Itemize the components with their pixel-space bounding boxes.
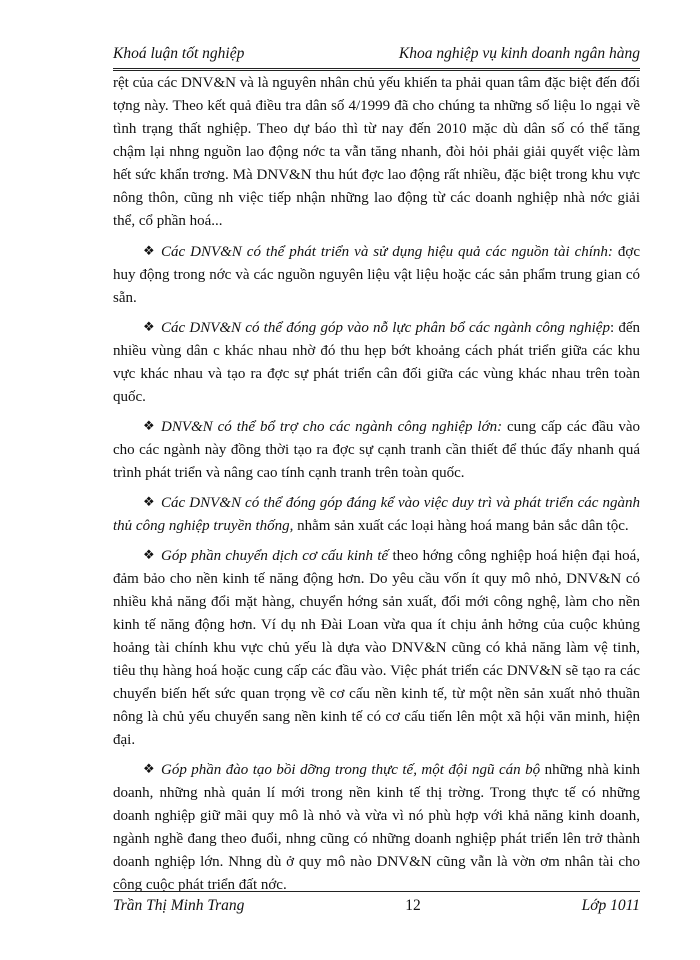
bullet-paragraph-finance xyxy=(113,239,640,310)
body-text xyxy=(113,72,640,902)
bullet-lead: Các DNV&N có thể đóng góp vào nỗ lực phân bổ các ngành công nghiệp xyxy=(161,320,610,336)
bullet-lead: Các DNV&N có thể phát triển và sử dụng hiệu quả các nguồn tài chính: xyxy=(161,244,613,260)
header-thesis-title: Khoá luận tốt nghiệp xyxy=(113,45,245,62)
header-faculty-name: Khoa nghiệp vụ kinh doanh ngân hàng xyxy=(398,45,640,62)
bullet-text: : đến nhiều vùng dân c khác nhau nhờ đó thu hẹp bớt khoảng cách phát triển giữa các khu vực khác nhau và tạo ra đợc sự phát triển cân đối giữa các vùng khác nhau trên toàn quốc. xyxy=(113,320,641,405)
bullet-lead: Góp phần đào tạo bồi dỡng trong thực tế, một đội ngũ cán bộ xyxy=(161,762,541,778)
paragraph-intro: rệt của các DNV&N và là nguyên nhân chủ yếu khiến ta phải quan tâm đặc biệt đến đối tợng này. Theo kết quả điều tra dân số 4/1999 đã cho chúng ta những số liệu lo ngại về tình trạng thất nghiệp. Theo dự báo thì từ nay đến 2010 mặc dù dân số có thể tăng chậm lại nhng nguồn lao động nớc ta vẫn tăng nhanh, đòi hỏi phải giải quyết việc làm hết sức khẩn trơng. Mà DNV&N thu hút đợc lao động rất nhiều, đặc biệt trong khu vực nông thôn, cũng nh việc tiếp nhận những lao động từ các doanh nghiệp nhà nớc giải thể, cổ phần hoá... xyxy=(113,75,640,229)
bullet-paragraph-industry-distribution xyxy=(113,315,640,409)
page-number: 12 xyxy=(405,897,421,914)
header-divider xyxy=(113,68,640,71)
diamond-cluster-icon: ❖ xyxy=(143,243,155,258)
bullet-lead: DNV&N có thể bổ trợ cho các ngành công nghiệp lớn: xyxy=(161,419,503,435)
bullet-text: theo hớng công nghiệp hoá hiện đại hoá, đảm bảo cho nền kinh tế năng động hơn. Do yêu cầu vốn ít quy mô nhỏ, DNV&N có nhiều khả năng đổi mặt hàng, chuyển hớng sản xuất, đổi mới công nghệ, làm cho nền kinh tế năng động hơn. Ví dụ nh Đài Loan vừa qua ít chịu ảnh hởng của cuộc khủng hoảng tài chính khu vực chủ yếu là dựa vào DNV&N cũng có khả năng làm vệ tinh, tiêu thụ hàng hoá hoặc cung cấp các đầu vào. Việc phát triển các DNV&N sẽ tạo ra các chuyển biến hết sức quan trọng về cơ cấu nền kinh tế, từ một nền sản xuất nhỏ thuần nông là chủ yếu chuyển sang nền kinh tế có cơ cấu tiến lên một xã hội văn minh, hiện đại. xyxy=(113,548,640,748)
bullet-lead: Góp phần chuyển dịch cơ cấu kinh tế xyxy=(161,548,389,564)
diamond-cluster-icon: ❖ xyxy=(143,761,155,776)
bullet-text: cung cấp các đầu vào cho các ngành này đồng thời tạo ra đợc sự cạnh tranh cần thiết để thúc đẩy nhanh quá trình phát triển và nâng cao tính cạnh tranh trên toàn quốc. xyxy=(113,419,641,481)
bullet-paragraph-economic-restructuring xyxy=(113,543,640,752)
footer-divider xyxy=(113,891,640,892)
bullet-paragraph-training xyxy=(113,757,640,897)
page-header xyxy=(113,44,640,64)
diamond-cluster-icon: ❖ xyxy=(143,547,155,562)
diamond-cluster-icon: ❖ xyxy=(143,319,155,334)
footer-author: Trần Thị Minh Trang xyxy=(113,897,245,914)
footer-class: Lớp 1011 xyxy=(581,897,640,914)
bullet-paragraph-traditional-crafts xyxy=(113,490,640,538)
bullet-text: những nhà kinh doanh, những nhà quản lí mới trong nền kinh tế thị trờng. Trong thực tế có những doanh nghiệp giữ mãi quy mô là nhỏ và vừa vì nó phù hợp với khả năng kinh doanh, ngành nghề đang theo đuổi, nhng cũng có những doanh nghiệp phát triển lên trở thành doanh nghiệp lớn. Nhng dù ở quy mô nào DNV&N cũng vẫn là vờn ơm nhân tài cho công cuộc phát triển đất nớc. xyxy=(113,762,640,893)
bullet-text: đợc huy động trong nớc và các nguồn nguyên liệu vật liệu hoặc các sản phẩm trung gian có sẵn. xyxy=(113,244,641,306)
diamond-cluster-icon: ❖ xyxy=(143,494,155,509)
bullet-paragraph-large-industry-support xyxy=(113,414,640,485)
bullet-text: nhằm sản xuất các loại hàng hoá mang bản sắc dân tộc. xyxy=(293,518,629,534)
bullet-lead: Các DNV&N có thể đóng góp đáng kể vào việc duy trì và phát triển các ngành thủ công nghiệp truyền thống, xyxy=(113,495,640,534)
page-footer xyxy=(113,896,640,916)
diamond-cluster-icon: ❖ xyxy=(143,418,155,433)
